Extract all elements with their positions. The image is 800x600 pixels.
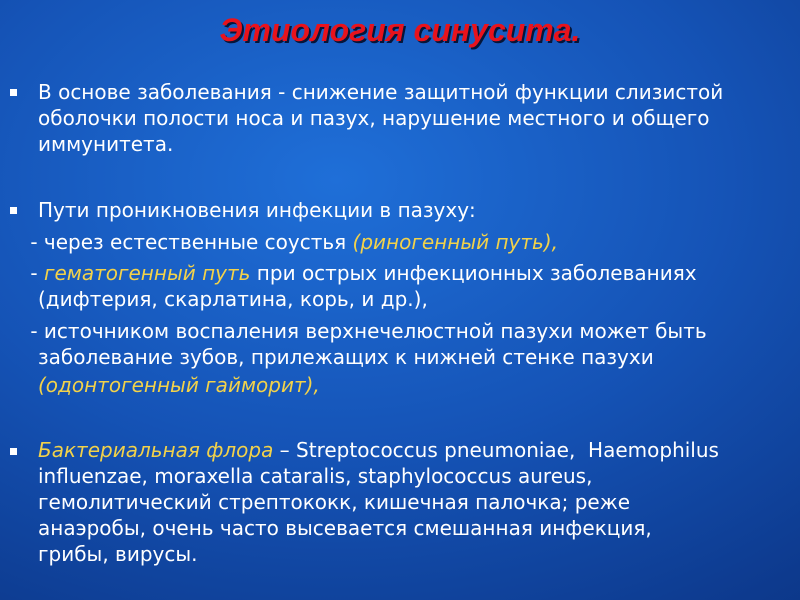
block2-sub1 [24,229,784,255]
block2-sub3-line-1 [24,318,784,344]
block2-sub2-line-2: (дифтерия, скарлатина, корь, и др.), [38,287,428,311]
block2-sub3-line-3 [38,372,798,398]
bullet-square-icon [10,207,17,214]
block2-sub3-highlight: (одонтогенный гайморит), [38,373,320,397]
block2-sub2-rest: при острых инфекционных заболеваниях [250,261,697,285]
block2-heading: Пути проникновения инфекции в пазуху: [38,198,476,222]
block2-sub1-prefix: - через естественные соустья [24,230,353,254]
block3-line-4: анаэробы, очень часто высевается смешанная инфекция, [38,516,652,540]
bullet-square-icon [10,448,17,455]
block3-line-1-rest: – Streptococcus pneumoniae, Haemophilus [273,438,719,462]
block2-sub2-prefix: - [24,261,44,285]
block2-sub2-highlight: гематогенный путь [43,261,251,285]
block3-line-1 [38,437,798,463]
block2-sub3-text: - источником воспаления верхнечелюстной пазухи может быть [24,319,707,343]
block1-line-3: иммунитета. [38,132,174,156]
bullet-square-icon [10,89,17,96]
block1-line-2: оболочки полости носа и пазух, нарушение местного и общего [38,106,710,130]
block3-line-2: influenzae, moraxella cataralis, staphylococcus aureus, [38,464,593,488]
block3-line-5: грибы, вирусы. [38,542,198,566]
block3-highlight: Бактериальная флора [38,438,274,462]
block2-sub3-line-2: заболевание зубов, прилежащих к нижней стенке пазухи [38,345,654,369]
block2-sub2-line-1 [24,260,784,286]
block2-sub1-highlight: (риногенный путь), [352,230,558,254]
block1-line-1: В основе заболевания - снижение защитной функции слизистой [38,80,724,104]
slide-title: Этиология синусита. [219,12,581,48]
block3-line-3: гемолитический стрептококк, кишечная палочка; реже [38,490,631,514]
